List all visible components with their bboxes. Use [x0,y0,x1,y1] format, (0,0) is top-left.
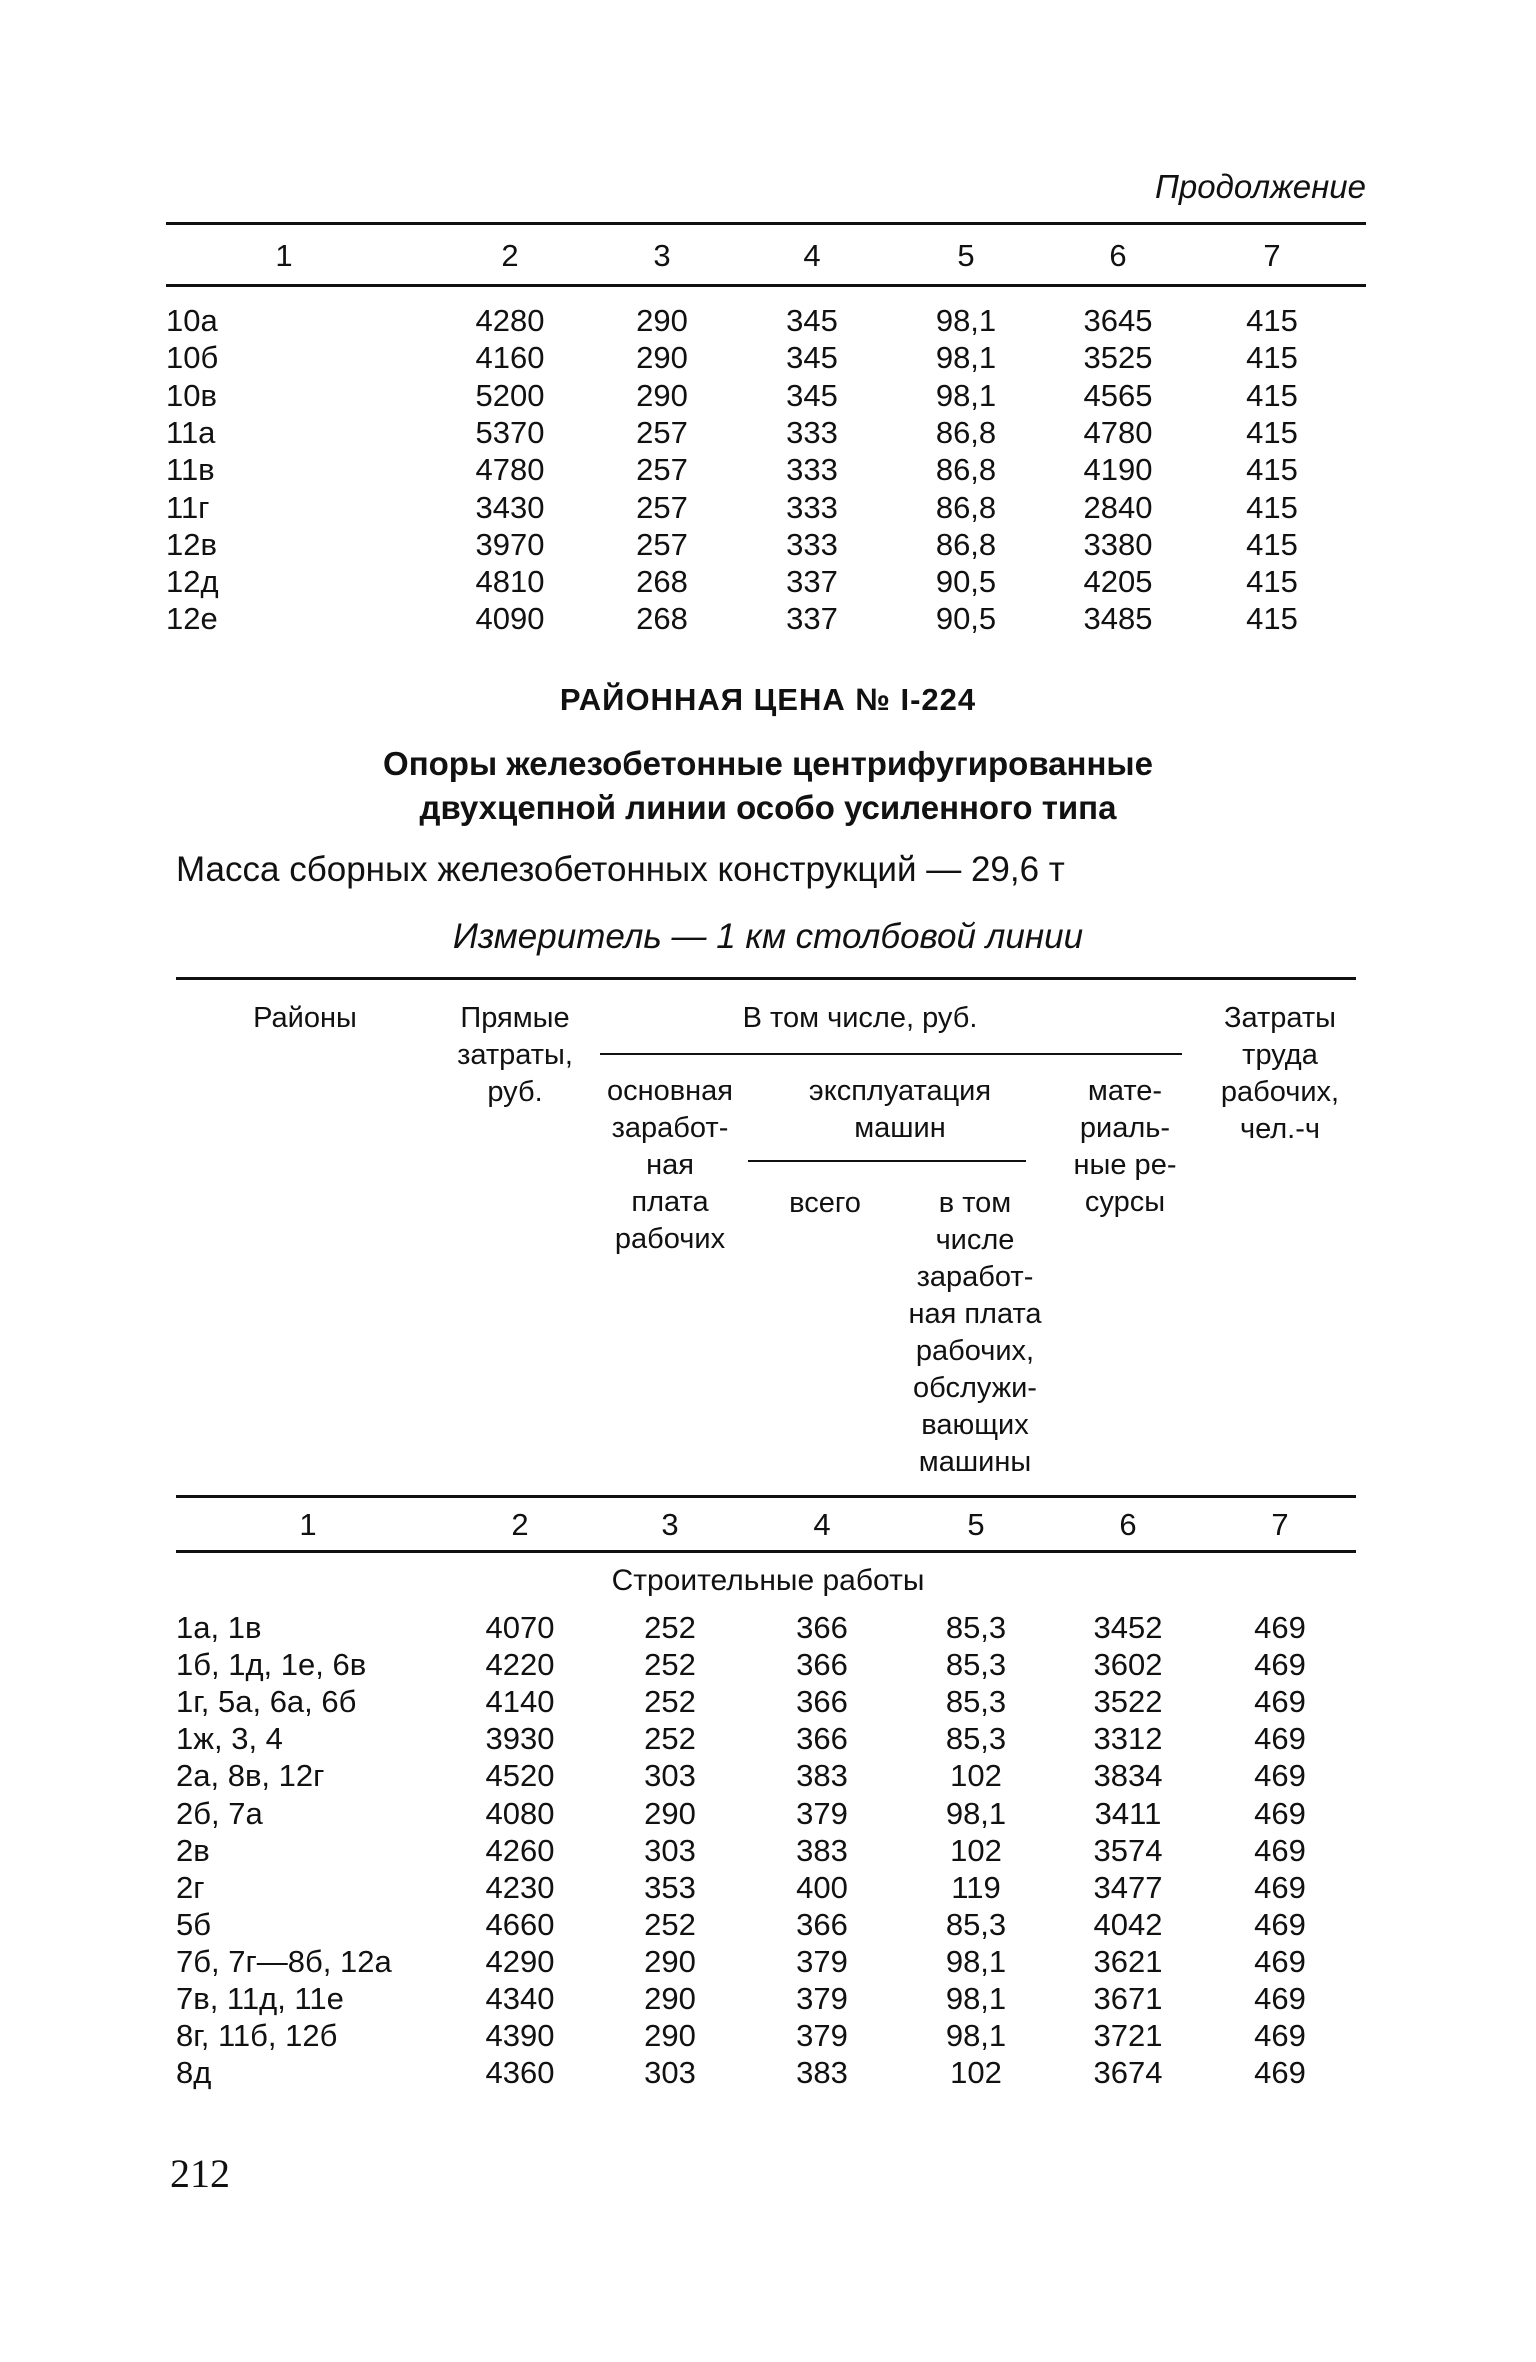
header-including: В том числе, руб. [742,1002,978,1034]
cell-direct-costs: 4780 [475,452,545,488]
cell-labor: 469 [1254,1684,1306,1720]
cell-machines-total: 345 [786,340,838,376]
cell-direct-costs: 4520 [485,1758,555,1794]
cell-region: 1г, 5а, 6а, 6б [176,1684,357,1720]
cell-machines-wages: 98,1 [935,340,997,376]
table-row [0,1833,1536,1871]
cell-region: 1б, 1д, 1е, 6в [176,1647,367,1683]
cell-machines-total: 333 [786,526,838,562]
cell-region: 2г [176,1869,205,1905]
cell-wages: 290 [636,340,688,376]
cell-region: 2б, 7а [176,1795,263,1831]
cell-labor: 469 [1254,1906,1306,1942]
cell-machines-wages: 86,8 [935,489,997,525]
table-row [0,601,1536,639]
cell-direct-costs: 4340 [485,1981,555,2016]
cell-materials: 4190 [1083,452,1153,488]
table-row [0,1870,1536,1908]
cell-machines-wages: 98,1 [945,1981,1007,2016]
cell-materials: 3721 [1093,2018,1163,2054]
cell-region: 11в [166,452,215,488]
cell-direct-costs: 4810 [475,564,545,600]
cell-labor: 469 [1254,1869,1306,1905]
cell-labor: 415 [1246,564,1298,600]
cell-labor: 415 [1246,452,1298,488]
cell-machines-wages: 102 [950,1832,1002,1868]
cell-region: 12д [166,564,219,600]
table2-numbers-rule [176,1550,1356,1553]
cell-machines-total: 379 [796,1795,848,1831]
cell-materials: 4565 [1083,377,1153,413]
table-row [0,564,1536,602]
cell-materials: 3645 [1083,303,1153,338]
cell-direct-costs: 4070 [485,1610,555,1645]
cell-labor: 469 [1254,1832,1306,1868]
cell-machines-wages: 86,8 [935,452,997,488]
cell-labor: 415 [1246,526,1298,562]
cell-machines-total: 345 [786,377,838,413]
cell-machines-total: 366 [796,1610,848,1645]
cell-region: 11г [166,489,210,525]
cell-wages: 290 [644,1795,696,1831]
table-row [0,1647,1536,1685]
table-row [0,340,1536,378]
cell-wages: 257 [636,489,688,525]
cell-materials: 3671 [1093,1981,1163,2016]
table-row [0,1944,1536,1982]
cell-wages: 257 [636,452,688,488]
header-regions: Районы [253,1002,357,1034]
table-row [0,1981,1536,2019]
cell-wages: 257 [636,414,688,450]
cell-direct-costs: 3430 [475,489,545,525]
cell-materials: 3522 [1093,1684,1163,1720]
cell-materials: 3411 [1094,1795,1162,1831]
cell-region: 7в, 11д, 11е [176,1981,344,2016]
subject-title-line2: двухцепной линии особо усиленного типа [419,789,1117,826]
header-machines-wages: в том числе заработ- ная плата рабочих, обслужи- вающих машины [908,1187,1042,1478]
cell-direct-costs: 4390 [485,2018,555,2054]
cell-wages: 290 [644,1981,696,2016]
cell-materials: 4780 [1083,414,1153,450]
cell-direct-costs: 4660 [485,1906,555,1942]
header-labor: Затраты труда рабочих, чел.-ч [1220,1002,1340,1145]
header-machines: эксплуатация машин [808,1075,992,1144]
cell-wages: 353 [644,1869,696,1905]
t2-col-num-4: 4 [813,1507,831,1542]
header-machines-rule [748,1160,1026,1162]
cell-wages: 252 [644,1721,696,1757]
table-row [0,1610,1536,1648]
header-direct-costs: Прямые затраты, руб. [457,1002,573,1108]
cell-region: 2в [176,1832,210,1868]
t2-col-num-3: 3 [661,1507,679,1542]
subject-title-line1: Опоры железобетонные центрифугированные [383,745,1153,782]
page-number: 212 [170,2151,230,2196]
cell-machines-total: 379 [796,1981,848,2016]
cell-machines-total: 379 [796,2018,848,2054]
mass-line: Масса сборных железобетонных конструкций — 29,6 т [176,850,1065,889]
cell-machines-wages: 86,8 [935,414,997,450]
unit-line: Измеритель — 1 км столбовой линии [452,917,1084,956]
cell-machines-total: 333 [786,452,838,488]
cell-direct-costs: 4360 [485,2055,555,2091]
cell-wages: 290 [636,303,688,338]
cell-machines-total: 366 [796,1647,848,1683]
t2-col-num-5: 5 [967,1507,985,1542]
cell-machines-total: 337 [786,601,838,637]
table-row [0,1907,1536,1945]
section-label: Строительные работы [611,1564,925,1597]
cell-labor: 469 [1254,2055,1306,2091]
table-row [0,2055,1536,2093]
cell-materials: 3621 [1093,1943,1163,1979]
cell-wages: 290 [636,377,688,413]
cell-machines-total: 366 [796,1684,848,1720]
cell-region: 1а, 1в [176,1610,262,1645]
cell-machines-total: 345 [786,303,838,338]
cell-materials: 3674 [1093,2055,1163,2091]
cell-direct-costs: 4220 [485,1647,555,1683]
cell-direct-costs: 4090 [475,601,545,637]
table1-column-numbers [0,238,1536,278]
cell-machines-wages: 85,3 [945,1684,1007,1720]
cell-labor: 415 [1246,340,1298,376]
cell-machines-wages: 98,1 [945,1943,1007,1979]
cell-machines-total: 383 [796,1758,848,1794]
table-row [0,1796,1536,1834]
cell-machines-wages: 119 [951,1869,1001,1905]
cell-region: 10в [166,377,217,413]
table-row [0,527,1536,565]
cell-direct-costs: 4080 [485,1795,555,1831]
cell-machines-wages: 98,1 [935,377,997,413]
cell-direct-costs: 4260 [485,1832,555,1868]
cell-direct-costs: 4160 [475,340,545,376]
cell-labor: 469 [1254,2018,1306,2054]
cell-region: 8д [176,2055,212,2091]
cell-wages: 290 [644,1943,696,1979]
cell-region: 8г, 11б, 12б [176,2018,338,2054]
header-machines-total: всего [789,1187,861,1219]
cell-machines-wages: 90,5 [935,601,997,637]
cell-direct-costs: 4290 [485,1943,555,1979]
table2-top-rule [176,977,1356,980]
subject-title [0,742,1536,830]
cell-machines-wages: 98,1 [945,1795,1007,1831]
t2-col-num-7: 7 [1271,1507,1289,1542]
cell-machines-wages: 102 [950,2055,1002,2091]
col-num-2: 2 [501,238,519,273]
cell-materials: 3525 [1083,340,1153,376]
cell-wages: 257 [636,526,688,562]
cell-direct-costs: 4230 [485,1869,555,1905]
cell-region: 10а [166,303,218,338]
cell-materials: 4205 [1083,564,1153,600]
cell-machines-wages: 85,3 [945,1647,1007,1683]
cell-machines-wages: 98,1 [945,2018,1007,2054]
cell-materials: 3485 [1083,601,1153,637]
t2-col-num-1: 1 [299,1507,317,1542]
cell-machines-wages: 90,5 [935,564,997,600]
col-num-5: 5 [957,238,975,273]
continuation-label: Продолжение [1154,168,1366,205]
cell-wages: 252 [644,1647,696,1683]
table-row [0,303,1536,341]
cell-labor: 415 [1246,303,1298,338]
cell-materials: 4042 [1093,1906,1163,1942]
cell-machines-wages: 86,8 [935,526,997,562]
table-row [0,378,1536,416]
cell-machines-wages: 85,3 [945,1906,1007,1942]
col-num-1: 1 [275,238,293,273]
cell-wages: 252 [644,1906,696,1942]
cell-machines-total: 366 [796,1721,848,1757]
table-row [0,415,1536,453]
cell-machines-total: 379 [796,1943,848,1979]
cell-labor: 469 [1254,1795,1306,1831]
cell-wages: 303 [644,1758,696,1794]
cell-materials: 2840 [1083,489,1153,525]
cell-materials: 3834 [1093,1758,1163,1794]
t2-col-num-2: 2 [511,1507,529,1542]
table-row [0,452,1536,490]
cell-materials: 3452 [1093,1610,1163,1645]
cell-materials: 3602 [1093,1647,1163,1683]
cell-materials: 3380 [1083,526,1153,562]
cell-materials: 3574 [1093,1832,1163,1868]
cell-labor: 415 [1246,601,1298,637]
cell-labor: 415 [1246,489,1298,525]
cell-wages: 268 [636,564,688,600]
table1-header-rule [166,284,1366,287]
cell-labor: 469 [1254,1647,1306,1683]
cell-machines-total: 337 [786,564,838,600]
cell-wages: 303 [644,2055,696,2091]
cell-wages: 268 [636,601,688,637]
col-num-3: 3 [653,238,671,273]
cell-machines-total: 400 [796,1869,848,1905]
table2-column-numbers [0,1507,1536,1547]
cell-region: 12е [166,601,218,637]
col-num-4: 4 [803,238,821,273]
cell-machines-wages: 85,3 [945,1610,1007,1645]
header-wages: основная заработ- ная плата рабочих [606,1075,734,1255]
cell-labor: 469 [1254,1943,1306,1979]
cell-region: 10б [166,340,219,376]
header-materials: мате- риаль- ные ре- сурсы [1073,1075,1177,1218]
cell-labor: 469 [1254,1610,1306,1645]
cell-materials: 3312 [1093,1721,1163,1757]
cell-labor: 469 [1254,1758,1306,1794]
cell-region: 5б [176,1906,211,1942]
cell-direct-costs: 3930 [485,1721,555,1757]
cell-direct-costs: 5370 [475,414,545,450]
cell-direct-costs: 3970 [475,526,545,562]
table-row [0,1758,1536,1796]
cell-materials: 3477 [1093,1869,1163,1905]
cell-region: 12в [166,526,217,562]
col-num-6: 6 [1109,238,1127,273]
cell-labor: 415 [1246,377,1298,413]
cell-labor: 415 [1246,414,1298,450]
cell-wages: 290 [644,2018,696,2054]
table1-top-rule [166,222,1366,225]
cell-machines-total: 383 [796,1832,848,1868]
cell-direct-costs: 4280 [475,303,545,338]
t2-col-num-6: 6 [1119,1507,1137,1542]
cell-region: 7б, 7г—8б, 12а [176,1943,392,1979]
cell-machines-total: 333 [786,489,838,525]
header-including-rule [600,1053,1182,1055]
cell-direct-costs: 5200 [475,377,545,413]
cell-wages: 303 [644,1832,696,1868]
cell-wages: 252 [644,1610,696,1645]
table-row [0,490,1536,528]
col-num-7: 7 [1263,238,1281,273]
cell-machines-wages: 85,3 [945,1721,1007,1757]
cell-region: 11а [166,414,216,450]
table2-header-bottom-rule [176,1495,1356,1498]
cell-labor: 469 [1254,1721,1306,1757]
cell-wages: 252 [644,1684,696,1720]
cell-machines-total: 366 [796,1906,848,1942]
cell-labor: 469 [1254,1981,1306,2016]
cell-machines-wages: 98,1 [935,303,997,338]
price-title: РАЙОННАЯ ЦЕНА № I-224 [559,682,977,717]
cell-machines-total: 333 [786,414,838,450]
cell-machines-total: 383 [796,2055,848,2091]
table-row [0,2018,1536,2056]
table-row [0,1721,1536,1759]
cell-region: 1ж, 3, 4 [176,1721,283,1757]
table-row [0,1684,1536,1722]
cell-region: 2а, 8в, 12г [176,1758,325,1794]
cell-machines-wages: 102 [950,1758,1002,1794]
cell-direct-costs: 4140 [485,1684,555,1720]
